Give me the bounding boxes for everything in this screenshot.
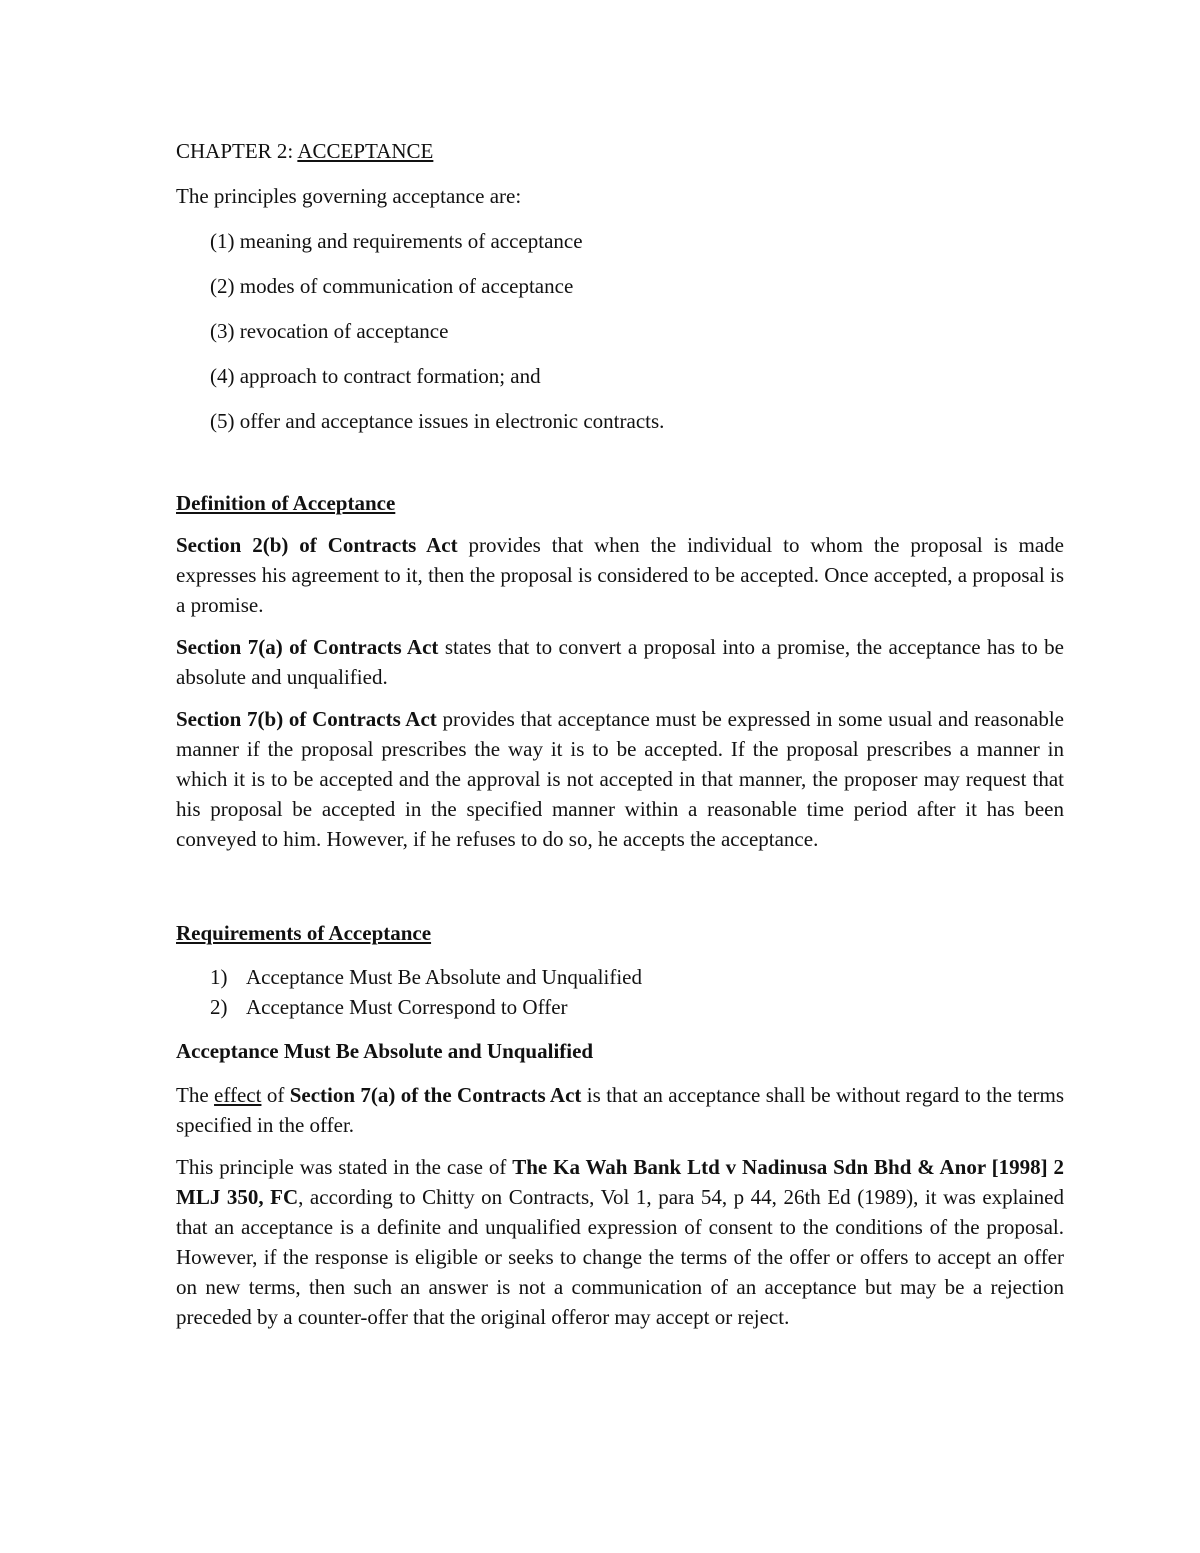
principles-list — [176, 226, 1064, 436]
section-7a-ref-2: Section 7(a) of the Contracts Act — [289, 1083, 582, 1107]
effect-word: effect — [214, 1083, 262, 1107]
list-item: (2) modes of communication of acceptance — [210, 274, 574, 298]
list-item — [210, 962, 1064, 992]
chapter-label: CHAPTER 2: — [176, 139, 294, 163]
text-run: of — [261, 1083, 290, 1107]
text-run: The — [176, 1083, 215, 1107]
requirements-heading: Requirements of Acceptance — [176, 921, 432, 945]
chapter-title — [176, 136, 1064, 166]
case-citation: The Ka Wah Bank Ltd v Nadinusa Sdn Bhd & Anor [1998] 2 MLJ 350, FC — [176, 1155, 1065, 1209]
section-2b-paragraph — [176, 530, 1064, 620]
absolute-heading: Acceptance Must Be Absolute and Unqualified — [176, 1039, 594, 1063]
section-7a-paragraph — [176, 632, 1064, 692]
document-body — [176, 136, 1064, 1332]
list-text: Acceptance Must Correspond to Offer — [246, 995, 568, 1019]
effect-paragraph — [176, 1080, 1064, 1140]
section-2b-ref: Section 2(b) of Contracts Act — [176, 533, 458, 557]
list-text: Acceptance Must Be Absolute and Unqualified — [246, 965, 642, 989]
text-run: is that an acceptance shall be without regard to the terms specified in the offer. — [176, 1083, 1064, 1137]
list-item: (5) offer and acceptance issues in electronic contracts. — [210, 409, 665, 433]
list-item — [210, 992, 1064, 1022]
section-7a-ref: Section 7(a) of Contracts Act — [176, 635, 439, 659]
list-item: (1) meaning and requirements of acceptance — [210, 229, 583, 253]
section-7b-paragraph — [176, 704, 1064, 854]
list-item: (4) approach to contract formation; and — [210, 364, 541, 388]
intro-text: The principles governing acceptance are: — [176, 184, 522, 208]
section-7b-text: provides that acceptance must be expressed in some usual and reasonable manner if the proposal prescribes the way it is to be accepted. If the proposal prescribes a manner in which it is to be accepted and the approval is not accepted in that manner, the proposer may request that his proposal be accepted in the specified manner within a reasonable time period after it has been conveyed to him. However, if he refuses to do so, he accepts the acceptance. — [176, 707, 1064, 851]
text-run: This principle was stated in the case of — [176, 1155, 513, 1179]
list-number: 2) — [210, 995, 228, 1019]
section-7b-ref: Section 7(b) of Contracts Act — [176, 707, 437, 731]
case-paragraph — [176, 1152, 1064, 1332]
section-2b-text: provides that when the individual to whom the proposal is made expresses his agreement to it, then the proposal is considered to be accepted. Once accepted, a proposal is a promise. — [176, 533, 1065, 617]
section-7a-text: states that to convert a proposal into a promise, the acceptance has to be absolute and unqualified. — [176, 635, 1064, 689]
list-number: 1) — [210, 965, 228, 989]
definition-heading: Definition of Acceptance — [176, 491, 396, 515]
list-item: (3) revocation of acceptance — [210, 319, 449, 343]
chapter-heading: ACCEPTANCE — [297, 139, 434, 163]
requirements-list — [176, 962, 1064, 1022]
text-run: , according to Chitty on Contracts, Vol 1, para 54, p 44, 26th Ed (1989), it was explained that an acceptance is a definite and unqualified expression of consent to the conditions of the proposal. However, if the response is eligible or seeks to change the terms of the offer or offers to accept an offer on new terms, then such an answer is not a communication of an acceptance but may be a rejection preceded by a counter-offer that the original offeror may accept or reject. — [176, 1185, 1064, 1329]
